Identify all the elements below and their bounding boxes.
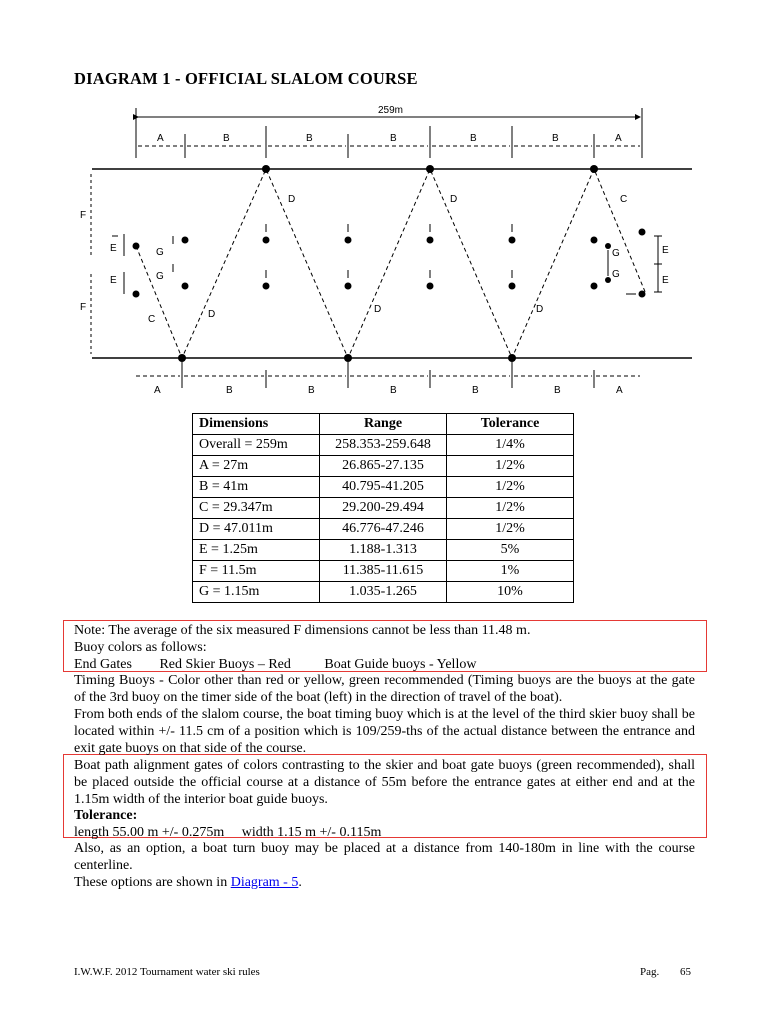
bottom-dim-a-right: A [616,385,623,396]
g-label-right-top: G [612,248,620,259]
label-d-3: D [374,304,382,315]
table-row [193,477,574,498]
f-label-top: F [80,210,87,221]
bottom-dim-b-4: B [472,385,479,396]
overall-dimension-label: 259m [378,105,404,116]
table-row [193,498,574,519]
g-label-right-bottom: G [612,269,620,280]
tolerance-values [74,824,695,841]
table-cell: 258.353-259.648 [320,435,447,456]
slalom-course-diagram [78,96,708,398]
buoy-colors-line [74,656,695,673]
table-cell: B = 41m [193,477,320,498]
dimensions-table [192,413,574,603]
footer-page-number: 65 [680,966,691,978]
bottom-dim-a-left: A [154,385,161,396]
entrance-gate [133,243,140,298]
footer-pag: Pag. [640,966,660,978]
bottom-dim-b-2: B [308,385,315,396]
table-cell: 40.795-41.205 [320,477,447,498]
note-line-2: Buoy colors as follows: [74,640,207,655]
table-cell: 1.035-1.265 [320,582,447,603]
top-dim-b-1: B [223,133,230,144]
bottom-dim-b-1: B [226,385,233,396]
table-cell: 5% [447,540,574,561]
label-c-right: C [620,194,628,205]
table-cell: 29.200-29.494 [320,498,447,519]
top-dim-a-right: A [615,133,622,144]
footer-left: I.W.W.F. 2012 Tournament water ski rules [74,966,260,978]
top-dim-b-5: B [552,133,559,144]
table-header-row [193,414,574,435]
table-cell: 46.776-47.246 [320,519,447,540]
diagram-5-link[interactable]: Diagram - 5 [230,875,299,890]
table-cell: 1/2% [447,477,574,498]
label-d-2: D [288,194,296,205]
table-cell: A = 27m [193,456,320,477]
table-cell: 10% [447,582,574,603]
bottom-dim-b-3: B [390,385,397,396]
table-cell: 1/2% [447,519,574,540]
table-cell: 1/4% [447,435,574,456]
label-c-left: C [148,314,156,325]
g-label-left-bottom: G [156,271,164,282]
centerline-ticks [173,224,512,278]
table-row [193,456,574,477]
table-cell: 1% [447,561,574,582]
tolerance-length: length 55.00 m +/- 0.275m [74,825,225,840]
table-row [193,435,574,456]
table-row [193,561,574,582]
course-ends-paragraph: From both ends of the slalom course, the boat timing buoy which is at the level of the third skier buoy shall be located within +/- 11.5 cm of a position which is 109/259-ths of the actual distance between the entrance and exit gate buoys on that side of the course. [74,707,695,756]
header-range: Range [320,414,447,435]
table-cell: C = 29.347m [193,498,320,519]
table-cell: 1/2% [447,498,574,519]
table-row [193,540,574,561]
options-prefix: These options are shown in [74,875,231,890]
timing-buoys-paragraph: Timing Buoys - Color other than red or yellow, green recommended (Timing buoys are the buoys at the gate of the 3rd buoy on the timer side of the boat (left) in the direction of travel of the boat). [74,673,695,705]
table-cell: 1/2% [447,456,574,477]
exit-gate [605,229,646,298]
e-label-right-bottom: E [662,275,669,286]
table-cell: 11.385-11.615 [320,561,447,582]
table-cell: 26.865-27.135 [320,456,447,477]
table-row [193,519,574,540]
header-tolerance: Tolerance [447,414,574,435]
label-d-1: D [208,309,216,320]
top-dim-b-3: B [390,133,397,144]
g-label-left-top: G [156,247,164,258]
f-label-bottom: F [80,302,87,313]
header-dimensions: Dimensions [193,414,320,435]
e-label-left-bottom: E [110,275,117,286]
table-cell: E = 1.25m [193,540,320,561]
boat-path [136,169,646,358]
options-shown-line [74,874,695,891]
bottom-dim-b-5: B [554,385,561,396]
top-dim-b-2: B [306,133,313,144]
end-gates-label: End Gates [74,657,132,672]
table-cell: Overall = 259m [193,435,320,456]
alignment-gates-paragraph: Boat path alignment gates of colors contrasting to the skier and boat gate buoys (green recommended), shall be placed outside the official course at a distance of 55m before the entrance gates at either end and at the 1.15m width of the interior boat guide buoys. [74,758,695,807]
top-dim-a-left: A [157,133,164,144]
e-label-left-top: E [110,243,117,254]
options-suffix: . [298,875,302,890]
e-label-right-top: E [662,245,669,256]
table-cell: G = 1.15m [193,582,320,603]
bottom-dimension-row [136,362,640,388]
note-line-1: Note: The average of the six measured F dimensions cannot be less than 11.48 m. [74,623,531,638]
boat-guide-label: Boat Guide buoys - Yellow [324,657,477,672]
label-d-5: D [536,304,544,315]
top-dim-b-4: B [470,133,477,144]
table-cell: D = 47.011m [193,519,320,540]
boat-turn-paragraph: Also, as an option, a boat turn buoy may be placed at a distance from 140-180m in line with the course centerline. [74,841,695,873]
table-row [193,582,574,603]
page-title: DIAGRAM 1 - OFFICIAL SLALOM COURSE [74,69,418,88]
tolerance-heading: Tolerance: [74,808,138,823]
skier-buoys [178,165,598,362]
table-cell: 1.188-1.313 [320,540,447,561]
tolerance-width: width 1.15 m +/- 0.115m [241,825,382,840]
table-cell: F = 11.5m [193,561,320,582]
label-d-4: D [450,194,458,205]
skier-buoys-label: Red Skier Buoys – Red [159,657,291,672]
